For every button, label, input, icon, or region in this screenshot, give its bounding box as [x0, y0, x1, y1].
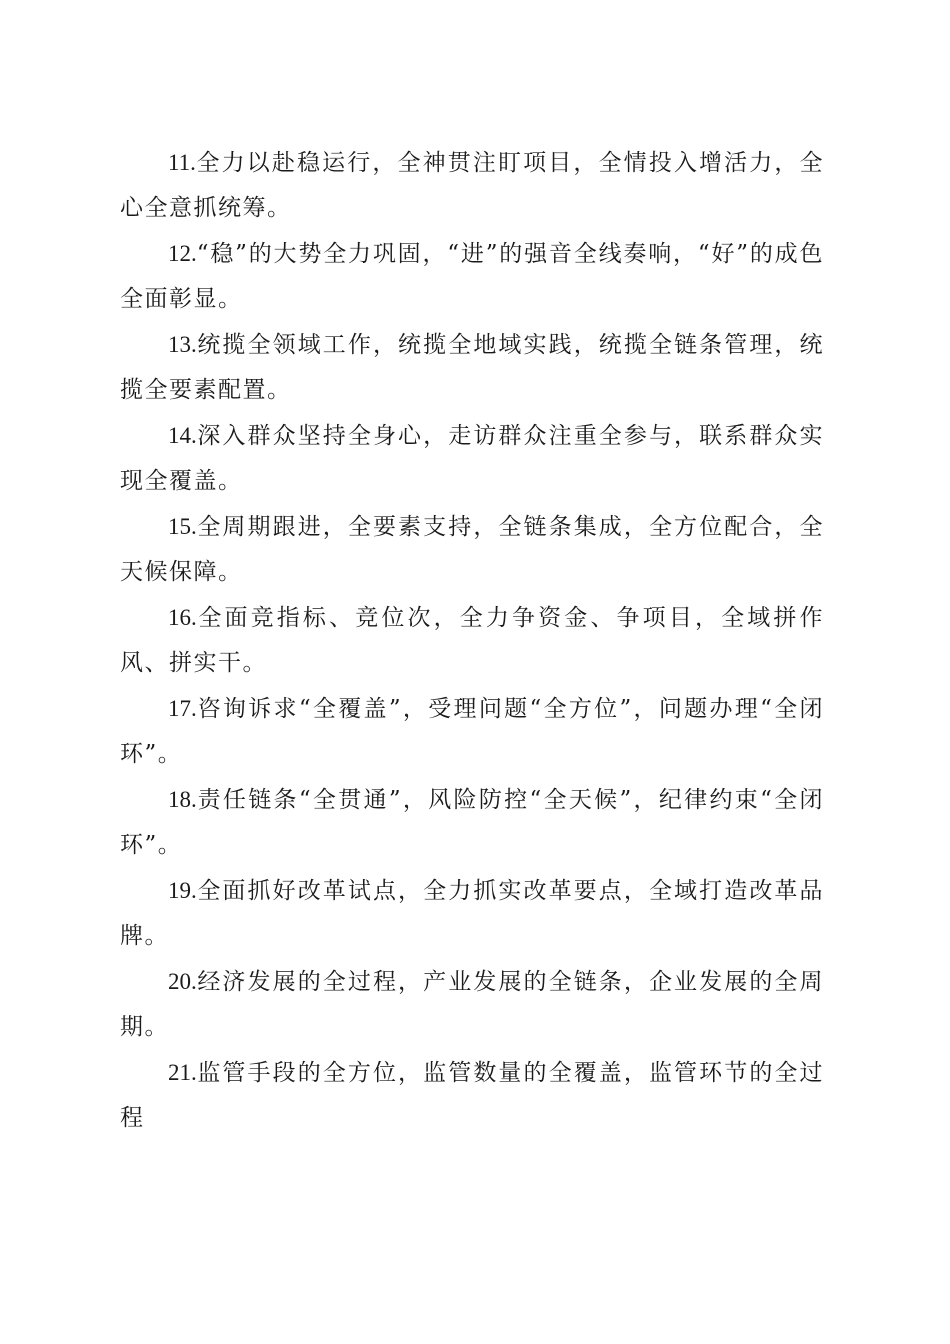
list-item [120, 868, 824, 959]
document-body [120, 140, 824, 1141]
item-text: 全周期跟进，全要素支持，全链条集成，全方位配合，全天候保障。 [120, 514, 824, 585]
list-item [120, 322, 824, 413]
list-item [120, 595, 824, 686]
item-number: 16. [168, 605, 197, 630]
item-text: 统揽全领域工作，统揽全地域实践，统揽全链条管理，统揽全要素配置。 [120, 332, 824, 403]
item-number: 18. [168, 787, 197, 812]
list-item [120, 959, 824, 1050]
item-text: 咨询诉求“全覆盖”，受理问题“全方位”，问题办理“全闭环”。 [120, 696, 824, 767]
list-item [120, 231, 824, 322]
item-text: “稳”的大势全力巩固，“进”的强音全线奏响，“好”的成色全面彰显。 [120, 241, 824, 312]
item-text: 全力以赴稳运行，全神贯注盯项目，全情投入增活力，全心全意抓统筹。 [120, 150, 824, 221]
item-number: 14. [168, 423, 197, 448]
item-text: 责任链条“全贯通”，风险防控“全天候”，纪律约束“全闭环”。 [120, 787, 824, 858]
item-number: 20. [168, 969, 197, 994]
item-number: 11. [168, 150, 196, 175]
item-number: 17. [168, 696, 197, 721]
list-item [120, 504, 824, 595]
list-item [120, 413, 824, 504]
item-number: 12. [168, 241, 197, 266]
item-number: 19. [168, 878, 197, 903]
item-text: 全面竞指标、竞位次，全力争资金、争项目，全域拼作风、拼实干。 [120, 605, 824, 676]
item-text: 全面抓好改革试点，全力抓实改革要点，全域打造改革品牌。 [120, 878, 824, 949]
item-text: 监管手段的全方位，监管数量的全覆盖，监管环节的全过程 [120, 1060, 824, 1131]
item-number: 13. [168, 332, 197, 357]
list-item [120, 686, 824, 777]
item-number: 15. [168, 514, 197, 539]
list-item [120, 777, 824, 868]
item-text: 经济发展的全过程，产业发展的全链条，企业发展的全周期。 [120, 969, 824, 1040]
list-item [120, 1050, 824, 1141]
item-number: 21. [168, 1060, 197, 1085]
list-item [120, 140, 824, 231]
item-text: 深入群众坚持全身心，走访群众注重全参与，联系群众实现全覆盖。 [120, 423, 824, 494]
